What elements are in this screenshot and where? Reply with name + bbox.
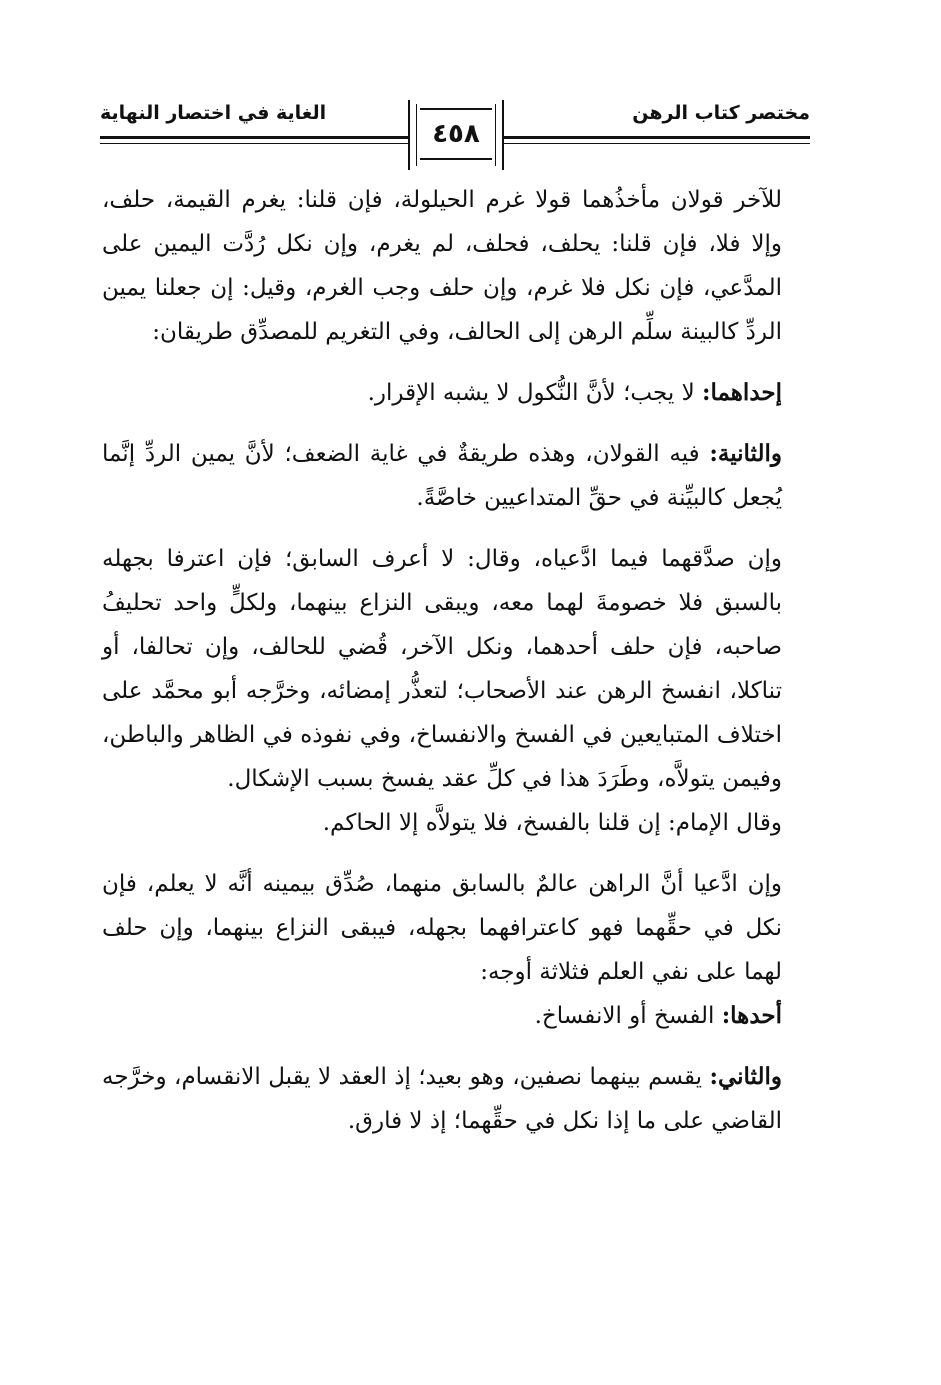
paragraph-1 [102,178,810,354]
page-number-frame [408,100,504,170]
book-title: الغاية في اختصار النهاية [100,102,327,124]
page-number: ٤٥٨ [420,108,492,160]
paragraph-text: وقال الإمام: إن قلنا بالفسخ، فلا يتولاَّه إلا الحاكم. [322,810,782,836]
paragraph-text: للآخر قولان مأخذُهما قولا غرم الحيلولة، فإن قلنا: يغرم القيمة، حلف، وإلا فلا، فإن قلنا: يحلف، فحلف، لم يغرم، وإن نكل رُدَّت اليمين على المدَّعي، فإن نكل فلا غرم، وإن حلف وجب الغرم، وقيل: إن جعلنا يمين الردِّ كالبينة سلِّم الرهن إلى الحالف، وفي التغريم للمصدِّق طريقان: [102,187,782,345]
paragraph-3 [102,432,810,520]
paragraph-text: وإن صدَّقهما فيما ادَّعياه، وقال: لا أعرف السابق؛ فإن اعترفا بجهله بالسبق فلا خصومةَ لهما معه، ويبقى النزاع بينهما، ولكلٍّ واحد تحليفُ صاحبه، فإن حلف أحدهما، ونكل الآخر، قُضي للحالف، وإن تحالفا، أو تناكلا، انفسخ الرهن عند الأصحاب؛ لتعذُّر إمضائه، وخرَّجه أبو محمَّد على اختلاف المتبايعين في الفسخ والانفساخ، وفي نفوذه في الظاهر والباطن، وفيمن يتولاَّه، وطَرَدَ هذا في كلِّ عقد يفسخ بسبب الإشكال. [102,546,782,792]
paragraph-text: لا يجب؛ لأنَّ النُّكول لا يشبه الإقرار. [367,380,702,406]
page-body [102,178,810,1143]
paragraph-text: فيه القولان، وهذه طريقةٌ في غاية الضعف؛ لأنَّ يمين الردِّ إنَّما يُجعل كالبيِّنة في حقِّ المتداعيين خاصَّةً. [102,441,782,511]
paragraph-text: الفسخ أو الانفساخ. [534,1003,722,1029]
paragraph-2 [102,371,810,415]
paragraph-lead: والثانية: [709,440,782,467]
paragraph-5 [102,801,810,845]
paragraph-text: يقسم بينهما نصفين، وهو بعيد؛ إذ العقد لا يقبل الانقسام، وخرَّجه القاضي على ما إذا نكل في حقِّهما؛ إذ لا فارق. [102,1064,782,1134]
paragraph-7 [102,994,810,1038]
paragraph-8 [102,1055,810,1143]
paragraph-lead: والثاني: [709,1063,782,1090]
paragraph-text: وإن ادَّعيا أنَّ الراهن عالمٌ بالسابق منهما، صُدِّق بيمينه أنَّه لا يعلم، فإن نكل في حقِّهما فهو كاعترافهما بجهله، فيبقى النزاع بينهما، وإن حلف لهما على نفي العلم فثلاثة أوجه: [102,871,782,985]
paragraph-lead: أحدها: [721,1002,782,1029]
paragraph-lead: إحداهما: [702,379,782,406]
page-header [100,88,810,178]
paragraph-6 [102,862,810,994]
chapter-title: مختصر كتاب الرهن [632,102,810,124]
paragraph-4 [102,537,810,801]
